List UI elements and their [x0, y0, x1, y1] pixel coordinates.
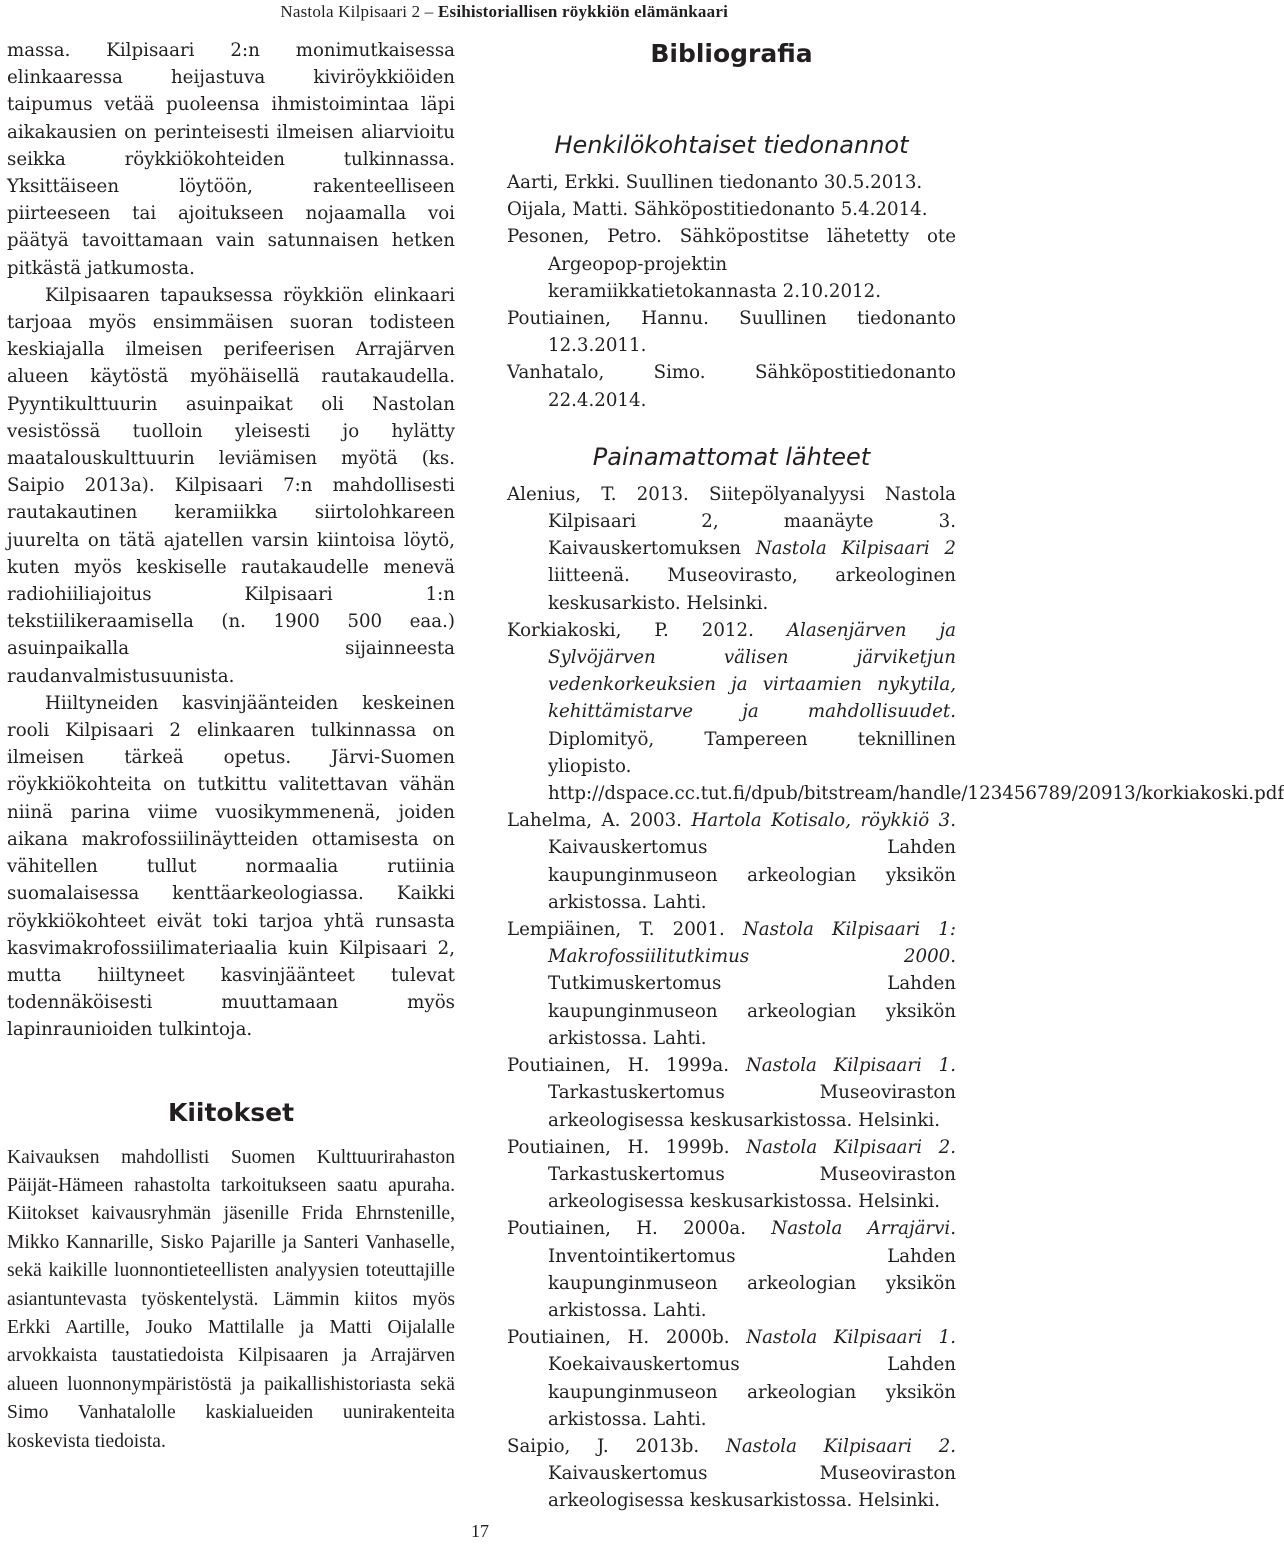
reference-entry: Pesonen, Petro. Sähköpostitse lähetetty ote Argeopop-projektin keramiikkatietokannasta 2.10.2012.: [507, 226, 956, 302]
reference-text: Lahelma, A. 2003.: [507, 810, 692, 832]
reference-title: Hartola Kotisalo, röykkiö 3.: [691, 810, 956, 832]
reference-text: Poutiainen, H. 1999a.: [507, 1055, 746, 1077]
reference-entry: Aarti, Erkki. Suullinen tiedonanto 30.5.2013.: [507, 172, 923, 193]
reference-title: Nastola Kilpisaari 1.: [745, 1055, 956, 1077]
reference-text: Poutiainen, H. 2000b.: [507, 1327, 747, 1349]
kiitokset-paragraph: Kaivauksen mahdollisti Suomen Kulttuurirahaston Päijät-Hämeen rahastolta tarkoitukseen saatu apuraha. Kiitokset kaivausryhmän jäsenille Frida Ehrnstenille, Mikko Kannarille, Sisko Pajarille ja Santeri Vanhaselle, sekä kaikille luonnontieteellisten analyysien toteuttajille asiantuntevasta työskentelystä. Lämmin kiitos myös Erkki Aartille, Jouko Mattilalle ja Matti Oijalalle arvokkaista taustatiedoista Kilpisaaren ja Arrajärven alueen luonnonympäristöstä ja paikallishistoriasta sekä Simo Vanhatalolle kaskialueiden uunirakenteita koskevista tiedoista.: [7, 1146, 455, 1452]
reference-text: Saipio, J. 2013b.: [507, 1435, 726, 1457]
reference-entry: [507, 1134, 956, 1216]
reference-text: Tarkastuskertomus Museoviraston arkeologisessa keskusarkistossa. Helsinki.: [548, 1163, 956, 1213]
reference-text: Poutiainen, H. 1999b.: [507, 1136, 747, 1158]
reference-entry: Vanhatalo, Simo. Sähköpostitiedonanto 22.4.2014.: [507, 362, 956, 411]
reference-title: Nastola Kilpisaari 2.: [725, 1435, 956, 1457]
body-paragraph-2: Kilpisaaren tapauksessa röykkiön elinkaari tarjoaa myös ensimmäisen suoran todisteen keskiajalla ilmeisen perifeerisen Arrajärven alueen käytöstä myöhäisellä rautakaudella. Pyyntikulttuurin asuinpaikat oli Nastolan vesistössä tuolloin yleisesti jo hylätty maatalouskulttuurin leviämisen myötä (ks. Saipio 2013a). Kilpisaari 7:n mahdollisesti rautakautinen keramiikka siirtolohkareen juurelta on tätä ajatellen varsin kiintoisa löytö, kuten myös keskiselle rautakaudelle menevä radiohiiliajoitus Kilpisaari 1:n tekstiilikeraamisella (n. 1900 500 eaa.) asuinpaikalla sijainneesta raudanvalmistusuunista.: [7, 284, 455, 687]
reference-text: Kaivauskertomus Lahden kaupunginmuseon arkeologian yksikön arkistossa. Lahti.: [548, 837, 956, 913]
reference-text: Korkiakoski, P. 2012.: [507, 619, 787, 641]
left-column: [7, 37, 455, 1456]
reference-entry: [507, 807, 956, 916]
unpublished-sources-heading: Painamattomat lähteet: [592, 442, 871, 471]
bibliography-heading: Bibliografia: [650, 39, 813, 68]
reference-entry: [507, 1324, 956, 1433]
reference-text: Tutkimuskertomus Lahden kaupunginmuseon arkeologian yksikön arkistossa. Lahti.: [548, 973, 956, 1049]
reference-entry: Oijala, Matti. Sähköpostitiedonanto 5.4.2014.: [507, 199, 928, 221]
reference-text: Koekaivauskertomus Lahden kaupunginmuseon arkeologian yksikön arkistossa. Lahti.: [548, 1354, 956, 1430]
reference-text: Poutiainen, H. 2000a.: [507, 1218, 772, 1240]
reference-text: Inventointikertomus Lahden kaupunginmuseon arkeologian yksikön arkistossa. Lahti.: [548, 1245, 956, 1321]
reference-entry: [507, 481, 956, 617]
reference-entry: [507, 916, 956, 1052]
kiitokset-heading: Kiitokset: [167, 1097, 295, 1127]
reference-entry: [507, 1215, 956, 1324]
running-header: [280, 2, 728, 22]
reference-text: Diplomityö, Tampereen teknillinen yliopisto. http://dspace.cc.tut.fi/dpub/bitstream/handle/123456789/20913/korkiakoski.pdf: [548, 728, 1284, 805]
right-column: [507, 37, 1284, 1515]
reference-title: Nastola Kilpisaari 2.: [746, 1136, 957, 1158]
reference-title: Nastola Arrajärvi.: [771, 1218, 956, 1240]
reference-title: Nastola Kilpisaari 2: [755, 538, 956, 560]
page-number: 17: [471, 1521, 489, 1541]
body-paragraph-3: Hiiltyneiden kasvinjäänteiden keskeinen rooli Kilpisaari 2 elinkaaren tulkinnassa on ilmeisen tärkeä opetus. Järvi-Suomen röykkiökohteita on tutkittu valitettavan vähän niinä parina viime vuosikymmenenä, joiden aikana makrofossiilinäytteiden ottamisesta on vähitellen tullut normaalia rutiinia suomalaisessa kenttäarkeologiassa. Kaikki röykkiökohteet eivät toki tarjoa yhtä runsasta kasvimakrofossiilimateriaalia kuin Kilpisaari 2, mutta hiiltyneet kasvinjäänteet tulevat todennäköisesti muuttamaan myös lapinraunioiden tulkintoja.: [7, 692, 455, 1041]
reference-text: liitteenä. Museovirasto, arkeologinen keskusarkisto. Helsinki.: [548, 565, 956, 614]
reference-title: Nastola Kilpisaari 1.: [746, 1327, 957, 1349]
personal-communications-heading: Henkilökohtaiset tiedonannot: [554, 131, 909, 159]
reference-title: Nastola Kilpisaari 1: Makrofossiilitutkimus 2000.: [548, 919, 957, 968]
reference-title: Alasenjärven ja Sylvöjärven välisen järviketjun vedenkorkeuksien ja virtaamien nykytila, kehittämistarve ja mahdollisuudet.: [548, 619, 956, 723]
unpublished-sources-list: [507, 481, 1284, 1515]
header-title: Esihistoriallisen röykkiön elämänkaari: [437, 2, 728, 21]
reference-text: Tarkastuskertomus Museoviraston arkeologisessa keskusarkistossa. Helsinki.: [548, 1082, 956, 1131]
reference-text: Kaivauskertomus Museoviraston arkeologisessa keskusarkistossa. Helsinki.: [548, 1463, 956, 1512]
reference-entry: [507, 1433, 956, 1515]
reference-entry: [507, 617, 1284, 807]
body-paragraph-1: massa. Kilpisaari 2:n monimutkaisessa elinkaaressa heijastuva kiviröykkiöiden taipumus vetää puoleensa ihmistoimintaa läpi aikakausien on perinteisesti ilmeisen aliarvioitu seikka röykkiökohteiden tulkinnassa. Yksittäiseen löytöön, rakenteelliseen piirteeseen tai ajoitukseen nojaamalla voi päätyä tavoittamaan vain satunnaisen hetken pitkästä jatkumosta.: [7, 40, 455, 279]
reference-entry: [507, 1052, 956, 1134]
personal-communications-list: [507, 169, 956, 414]
header-prefix: Nastola Kilpisaari 2 –: [280, 2, 438, 21]
reference-text: Lempiäinen, T. 2001.: [507, 919, 743, 941]
reference-text: Alenius, T. 2013. Siitepölyanalyysi Nastola Kilpisaari 2, maanäyte 3. Kaivauskertomuksen: [507, 483, 956, 560]
reference-entry: Poutiainen, Hannu. Suullinen tiedonanto 12.3.2011.: [507, 308, 956, 357]
